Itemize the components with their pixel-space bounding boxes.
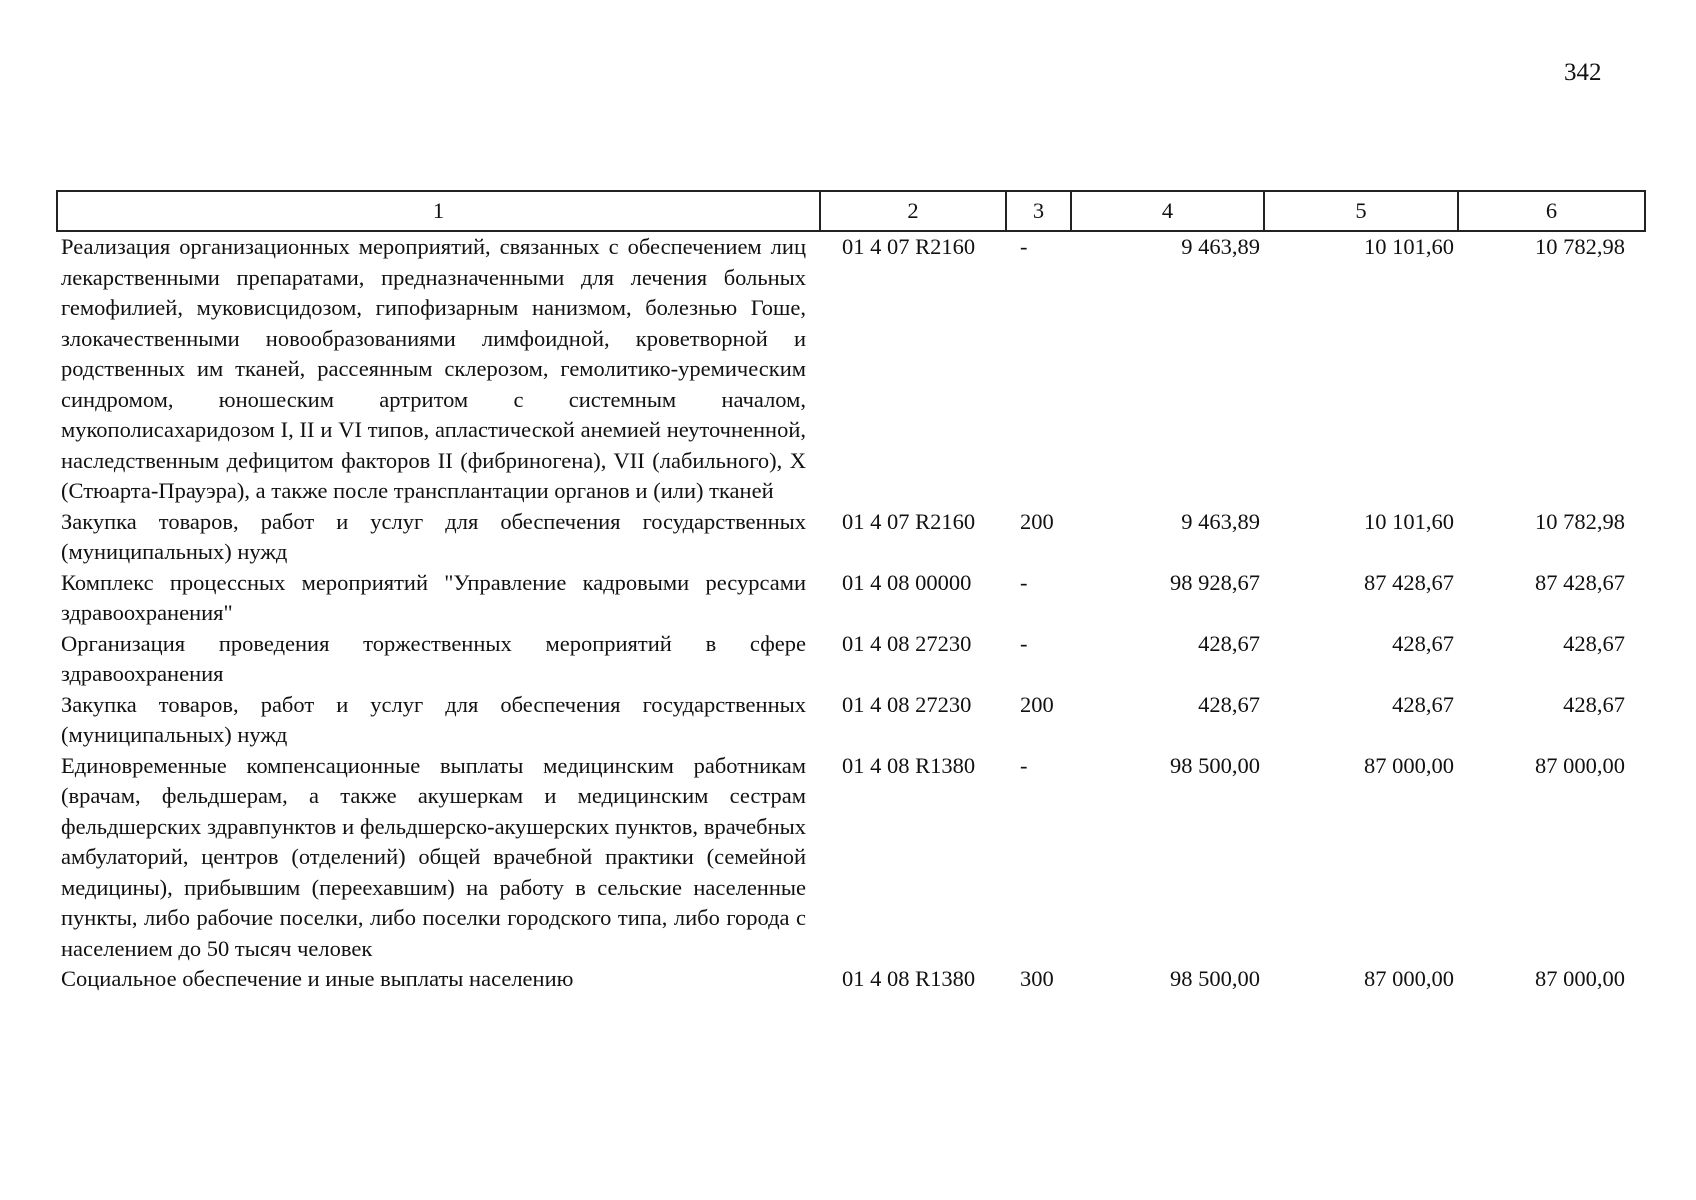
row-expense-type: 300 <box>1020 966 1054 991</box>
row-value-col4: 98 500,00 <box>1170 752 1260 778</box>
row-expense-type: - <box>1020 569 1028 595</box>
table-row <box>57 231 1645 507</box>
column-header: 6 <box>1458 191 1645 231</box>
row-value-col5: 428,67 <box>1392 630 1454 656</box>
row-value-col5: 87 000,00 <box>1364 966 1454 991</box>
table-header <box>57 191 1645 231</box>
row-description: Единовременные компенсационные выплаты медицинским работникам (врачам, фельдшерам, а также акушеркам и медицинским сестрам фельдшерских здравпунктов и фельдшерско-акушерских пунктов, врачебных амбулаторий, центров (отделений) общей врачебной практики (семейной медицины), прибывшим (переехавшим) на работу в сельские населенные пункты, либо рабочие поселки, либо поселки городского типа, либо города с населением до 50 тысяч человек <box>61 752 806 961</box>
budget-table <box>56 190 1646 995</box>
row-description: Организация проведения торжественных мероприятий в сфере здравоохранения <box>61 630 806 686</box>
table-row <box>57 964 1645 995</box>
row-expense-type: 200 <box>1020 508 1054 534</box>
row-value-col4: 9 463,89 <box>1181 234 1260 259</box>
column-header: 4 <box>1071 191 1264 231</box>
table-row <box>57 751 1645 965</box>
row-value-col6: 87 428,67 <box>1535 569 1625 595</box>
row-description: Социальное обеспечение и иные выплаты населению <box>61 966 574 991</box>
row-value-col6: 428,67 <box>1563 630 1625 656</box>
row-description: Реализация организационных мероприятий, связанных с обеспечением лиц лекарственными препаратами, предназначенными для лечения больных гемофилией, муковисцидозом, гипофизарным нанизмом, болезнью Гоше, злокачественными новообразованиями лимфоидной, кроветворной и родственных им тканей, рассеянным склерозом, гемолитико-уремическим синдромом, юношеским артритом с системным началом, мукополисахаридозом I, II и VI типов, апластической анемией неуточненной, наследственным дефицитом факторов II (фибриногена), VII (лабильного), X (Стюарта-Прауэра), а также после трансплантации органов и (или) тканей <box>61 234 806 503</box>
row-description: Комплекс процессных мероприятий "Управление кадровыми ресурсами здравоохранения" <box>61 569 806 625</box>
table-row <box>57 568 1645 629</box>
row-description: Закупка товаров, работ и услуг для обеспечения государственных (муниципальных) нужд <box>61 508 806 564</box>
row-expense-type: - <box>1020 630 1028 656</box>
column-header: 1 <box>57 191 820 231</box>
row-target-code: 01 4 07 R2160 <box>842 234 976 259</box>
row-value-col6: 87 000,00 <box>1535 752 1625 778</box>
row-value-col5: 87 428,67 <box>1364 569 1454 595</box>
row-target-code: 01 4 08 27230 <box>842 630 972 656</box>
row-value-col5: 87 000,00 <box>1364 752 1454 778</box>
row-value-col6: 10 782,98 <box>1535 234 1625 259</box>
column-header: 2 <box>820 191 1006 231</box>
row-value-col4: 98 500,00 <box>1170 966 1260 991</box>
header-row <box>57 191 1645 231</box>
row-target-code: 01 4 08 R1380 <box>842 752 976 778</box>
table-body <box>57 231 1645 995</box>
table-row <box>57 507 1645 568</box>
column-header: 5 <box>1264 191 1458 231</box>
row-value-col6: 87 000,00 <box>1535 966 1625 991</box>
row-value-col4: 428,67 <box>1198 691 1260 717</box>
row-target-code: 01 4 08 27230 <box>842 691 972 717</box>
row-value-col5: 10 101,60 <box>1364 508 1454 534</box>
row-description: Закупка товаров, работ и услуг для обеспечения государственных (муниципальных) нужд <box>61 691 806 747</box>
row-expense-type: - <box>1020 752 1028 778</box>
table-row <box>57 690 1645 751</box>
row-value-col6: 10 782,98 <box>1535 508 1625 534</box>
row-expense-type: 200 <box>1020 691 1054 717</box>
row-target-code: 01 4 07 R2160 <box>842 508 976 534</box>
table-row <box>57 629 1645 690</box>
row-target-code: 01 4 08 00000 <box>842 569 972 595</box>
row-value-col6: 428,67 <box>1563 691 1625 717</box>
column-header: 3 <box>1006 191 1071 231</box>
row-value-col4: 9 463,89 <box>1181 508 1260 534</box>
row-value-col5: 10 101,60 <box>1364 234 1454 259</box>
row-expense-type: - <box>1020 234 1028 259</box>
row-value-col4: 428,67 <box>1198 630 1260 656</box>
row-value-col4: 98 928,67 <box>1170 569 1260 595</box>
page-number: 342 <box>1564 59 1602 86</box>
row-value-col5: 428,67 <box>1392 691 1454 717</box>
row-target-code: 01 4 08 R1380 <box>842 966 976 991</box>
